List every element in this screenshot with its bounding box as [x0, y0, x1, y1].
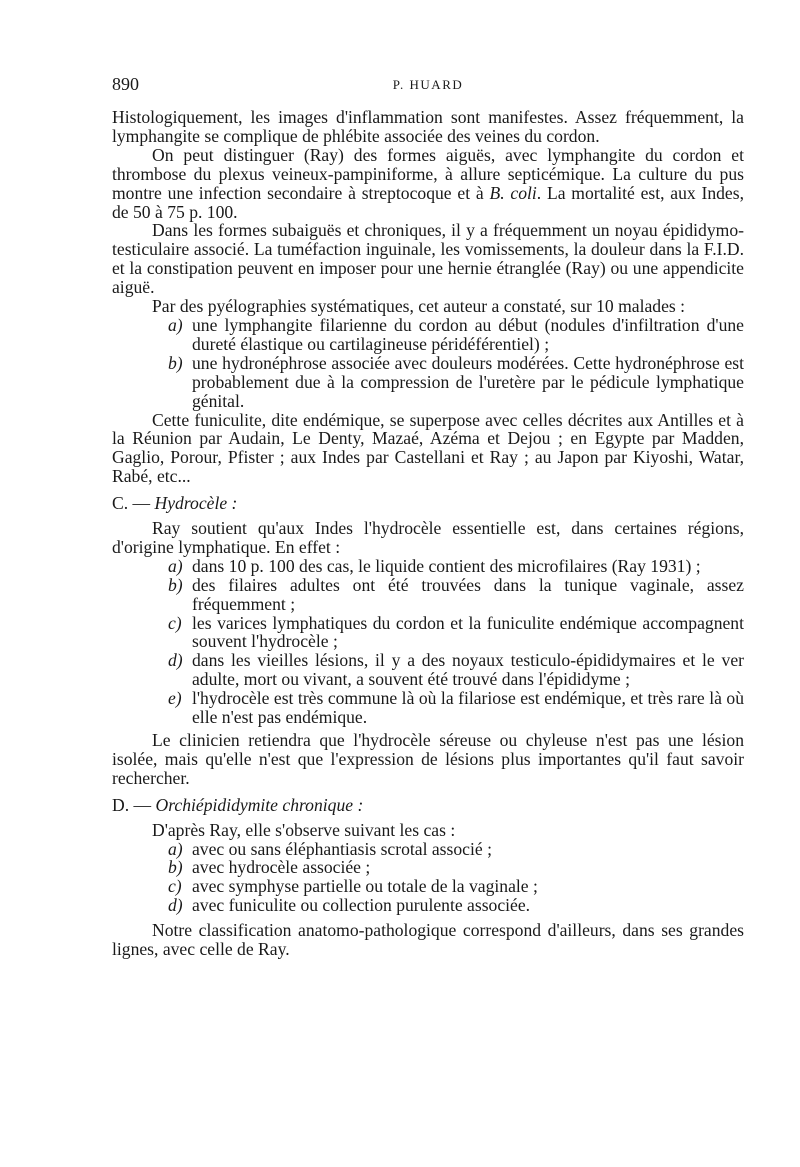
section-label: D. — [112, 794, 152, 815]
list-item [112, 316, 744, 354]
paragraph-hydrocele-origin: Ray soutient qu'aux Indes l'hydrocèle essentielle est, dans certaines régions, d'origine lymphatique. En effet : [112, 518, 744, 557]
paragraph-acute-forms-end: . La mortalité est, aux Indes, de 50 à 75 p. 100. [112, 182, 744, 222]
list-marker: b) [168, 574, 183, 595]
list-item [112, 354, 744, 411]
section-label: C. — [112, 493, 151, 514]
list-item-text: des filaires adultes ont été trouvées dans la tunique vaginale, assez fréquemment ; [192, 574, 744, 614]
list-item-text: dans les vieilles lésions, il y a des noyaux testiculo-épididymaires et le ver adulte, mort ou vivant, a souvent été trouvé dans l'épididyme ; [192, 650, 744, 690]
list-item [112, 557, 744, 576]
paragraph-classification: Notre classification anatomo-pathologique correspond d'ailleurs, dans ses grandes lignes, avec celle de Ray. [112, 920, 744, 960]
list-item-text: avec hydrocèle associée ; [192, 857, 371, 878]
section-heading-orchiepididymitis [112, 796, 744, 815]
list-marker: a) [168, 838, 183, 859]
paragraph-acute-forms [112, 146, 744, 222]
page-body [112, 108, 744, 959]
paragraph-histology: Histologiquement, les images d'inflammation sont manifestes. Assez fréquemment, la lymphangite se complique de phlébite associée des veines du cordon. [112, 107, 744, 146]
list-item [112, 651, 744, 689]
list-marker: e) [168, 688, 182, 709]
list-marker: b) [168, 857, 183, 878]
list-item-text: une hydronéphrose associée avec douleurs modérées. Cette hydronéphrose est probablement due à la compression de l'uretère par le pédicule lymphatique génital. [192, 352, 744, 411]
list-marker: d) [168, 650, 183, 671]
list-item-text: l'hydrocèle est très commune là où la filariose est endémique, et très rare là où elle n'est pas endémique. [192, 688, 744, 728]
list-marker: c) [168, 876, 182, 897]
paragraph-clinician-note: Le clinicien retiendra que l'hydrocèle séreuse ou chyleuse n'est pas une lésion isolée, mais qu'elle n'est que l'expression de lésions plus importantes qu'il faut savoir rechercher. [112, 730, 744, 788]
list-item-text: avec ou sans éléphantiasis scrotal associé ; [192, 838, 492, 859]
list-marker: a) [168, 555, 183, 576]
paragraph-pyelography: Par des pyélographies systématiques, cet auteur a constaté, sur 10 malades : [152, 296, 686, 317]
paragraph-chronic-forms: Dans les formes subaiguës et chroniques, il y a fréquemment un noyau épididymo-testiculaire associé. La tuméfaction inguinale, les vomissements, la douleur dans la F.I.D. et la constipation peuvent en imposer pour une hernie étranglée (Ray) ou une appendicite aiguë. [112, 220, 744, 298]
paragraph-ray-cases: D'après Ray, elle s'observe suivant les cas : [152, 819, 456, 840]
pyelography-findings-list [112, 316, 744, 411]
list-item [112, 877, 744, 896]
bacterium-name: B. coli [489, 182, 537, 203]
list-item-text: dans 10 p. 100 des cas, le liquide contient des microfilaires (Ray 1931) ; [192, 555, 701, 576]
section-title: Orchiépididymite chronique : [155, 794, 364, 815]
list-item-text: avec funiculite ou collection purulente associée. [192, 895, 531, 916]
list-item-text: avec symphyse partielle ou totale de la vaginale ; [192, 876, 538, 897]
paragraph-acute-forms-text: On peut distinguer (Ray) des formes aiguës, avec lymphangite du cordon et thrombose du plexus veineux-pampiniforme, à allure septicémique. La culture du pus montre une infection secondaire à streptocoque et à [112, 144, 744, 203]
list-marker: d) [168, 895, 183, 916]
list-item [112, 840, 744, 859]
list-item [112, 858, 744, 877]
list-marker: c) [168, 612, 182, 633]
list-item-text: les varices lymphatiques du cordon et la funiculite endémique accompagnent souvent l'hydrocèle ; [192, 612, 744, 652]
list-item [112, 689, 744, 727]
list-marker: a) [168, 314, 183, 335]
hydrocele-evidence-list [112, 557, 744, 727]
running-head: P. HUARD [392, 77, 464, 92]
paragraph-funiculitis: Cette funiculite, dite endémique, se superpose avec celles décrites aux Antilles et à la Réunion par Audain, Le Denty, Mazaé, Azéma et Dejou ; en Egypte par Madden, Gaglio, Porour, Pfister ; aux Indes par Castellani et Ray ; au Japon par Kiyoshi, Watar, Rabé, etc... [112, 409, 744, 487]
section-title: Hydrocèle : [154, 493, 238, 514]
list-item-text: une lymphangite filarienne du cordon au début (nodules d'infiltration d'une dureté élastique ou cartilagineuse péridéférentiel) ; [192, 314, 744, 354]
section-heading-hydrocele [112, 494, 744, 513]
page-header [112, 74, 744, 98]
list-item [112, 896, 744, 915]
list-marker: b) [168, 352, 183, 373]
list-item [112, 614, 744, 652]
list-item [112, 576, 744, 614]
orchiepididymitis-cases-list [112, 840, 744, 916]
page-number: 890 [112, 74, 139, 94]
